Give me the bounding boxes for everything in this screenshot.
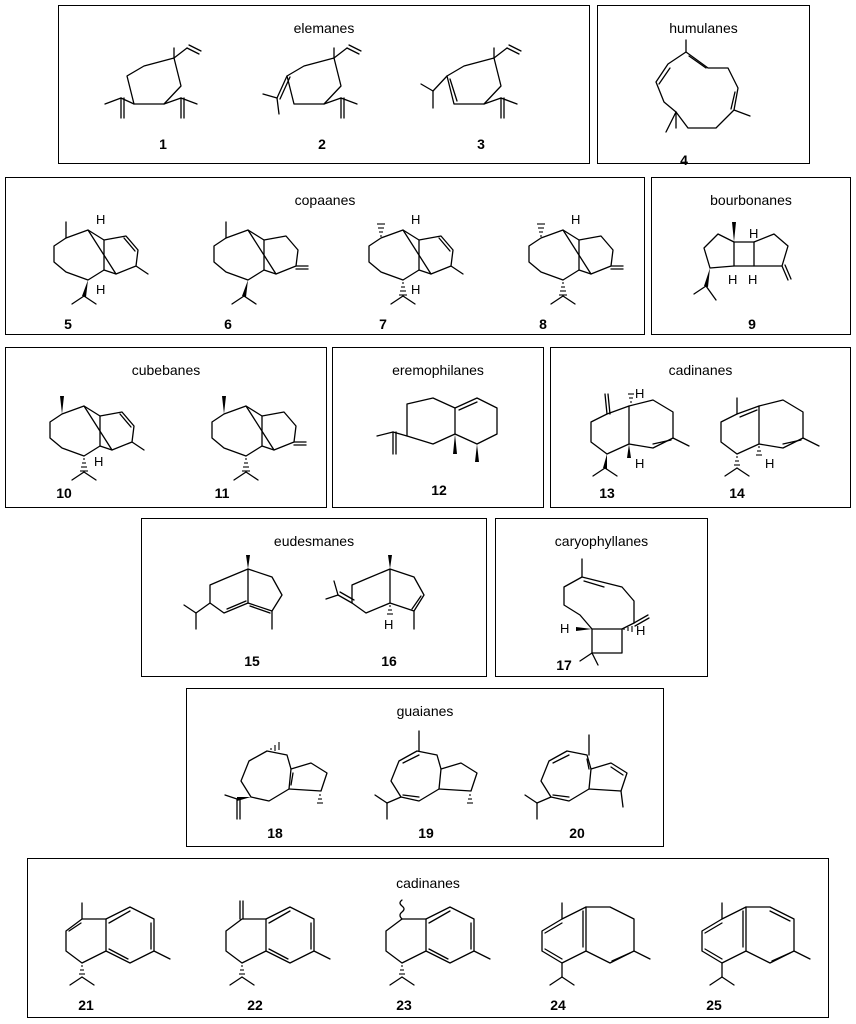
molecule-18 [207, 725, 347, 825]
molecule-2 [259, 46, 379, 136]
molecule-5 [36, 208, 156, 308]
panel-title: cubebanes [131, 362, 201, 378]
molecule-23 [368, 895, 498, 995]
molecule-19 [357, 725, 497, 825]
compound-number: 11 [214, 485, 230, 501]
panel-title: bourbonanes [710, 192, 792, 208]
compound-number: 14 [729, 485, 745, 501]
compound-number: 15 [244, 653, 260, 669]
molecule-1 [99, 46, 219, 136]
molecule-25 [688, 895, 818, 995]
panel-title: guaianes [396, 703, 454, 719]
compound-number: 24 [550, 997, 566, 1013]
panel-title: humulanes [669, 20, 738, 36]
panel-cubebanes [5, 347, 327, 508]
compound-number: 4 [680, 152, 688, 168]
atom-label-h: H [765, 456, 775, 471]
compound-number: 5 [64, 316, 72, 332]
compound-number: 2 [318, 136, 326, 152]
molecule-6 [196, 208, 316, 308]
molecule-8 [511, 208, 631, 308]
panel-caryophyllanes [495, 518, 708, 677]
compound-number: 17 [556, 657, 572, 673]
compound-number: 13 [599, 485, 615, 501]
molecule-16 [324, 555, 454, 655]
compound-number: 8 [539, 316, 547, 332]
atom-label-h: H [635, 386, 645, 401]
molecule-14 [707, 384, 827, 484]
compound-number: 12 [431, 482, 447, 498]
molecule-12 [373, 384, 513, 484]
panel-title: eudesmanes [273, 533, 355, 549]
molecule-4 [646, 40, 766, 150]
atom-label-h: H [560, 621, 570, 636]
panel-guaianes [186, 688, 664, 847]
atom-label-h: H [728, 272, 738, 287]
panel-humulanes [597, 5, 810, 168]
panel-cadinanes-a [550, 347, 851, 508]
atom-label-h: H [635, 456, 645, 471]
compound-number: 10 [56, 485, 72, 501]
compound-number: 16 [381, 653, 397, 669]
compound-number: 1 [159, 136, 167, 152]
compound-number: 25 [706, 997, 722, 1013]
molecule-24 [528, 895, 658, 995]
molecule-11 [194, 384, 314, 484]
atom-label-h: H [748, 272, 758, 287]
panel-copaanes [5, 177, 645, 335]
panel-title: cadinanes [396, 875, 460, 891]
atom-label-h: H [384, 617, 394, 632]
compound-number: 19 [418, 825, 434, 841]
molecule-22 [208, 895, 338, 995]
compound-number: 23 [396, 997, 412, 1013]
compound-number: 21 [78, 997, 94, 1013]
panel-cadinanes-b [27, 858, 829, 1018]
atom-label-h: H [94, 454, 104, 469]
atom-label-h: H [96, 282, 106, 297]
atom-label-h: H [571, 212, 581, 227]
molecule-7 [351, 208, 471, 308]
atom-label-h: H [411, 212, 421, 227]
molecule-20 [507, 725, 647, 825]
compound-number: 3 [477, 136, 485, 152]
panel-title: cadinanes [668, 362, 733, 378]
compound-number: 6 [224, 316, 232, 332]
atom-label-h: H [749, 226, 759, 241]
panel-eremophilanes [332, 347, 544, 508]
compound-number: 9 [748, 316, 756, 332]
molecule-10 [32, 384, 152, 484]
panel-title: elemanes [293, 20, 355, 36]
molecule-13 [577, 384, 697, 484]
panel-eudesmanes [141, 518, 487, 677]
panel-title: copaanes [294, 192, 356, 208]
molecule-3 [419, 46, 539, 136]
compound-number: 20 [569, 825, 585, 841]
molecule-17 [536, 553, 676, 663]
panel-title: eremophilanes [392, 362, 484, 378]
molecule-9 [692, 208, 822, 308]
compound-number: 22 [247, 997, 263, 1013]
molecule-21 [48, 895, 178, 995]
atom-label-h: H [411, 282, 421, 297]
atom-label-h: H [96, 212, 106, 227]
compound-number: 18 [267, 825, 283, 841]
panel-bourbonanes [651, 177, 851, 335]
panel-elemanes [58, 5, 590, 164]
atom-label-h: H [636, 623, 646, 638]
molecule-15 [182, 555, 312, 655]
compound-number: 7 [379, 316, 387, 332]
panel-title: caryophyllanes [554, 533, 649, 549]
